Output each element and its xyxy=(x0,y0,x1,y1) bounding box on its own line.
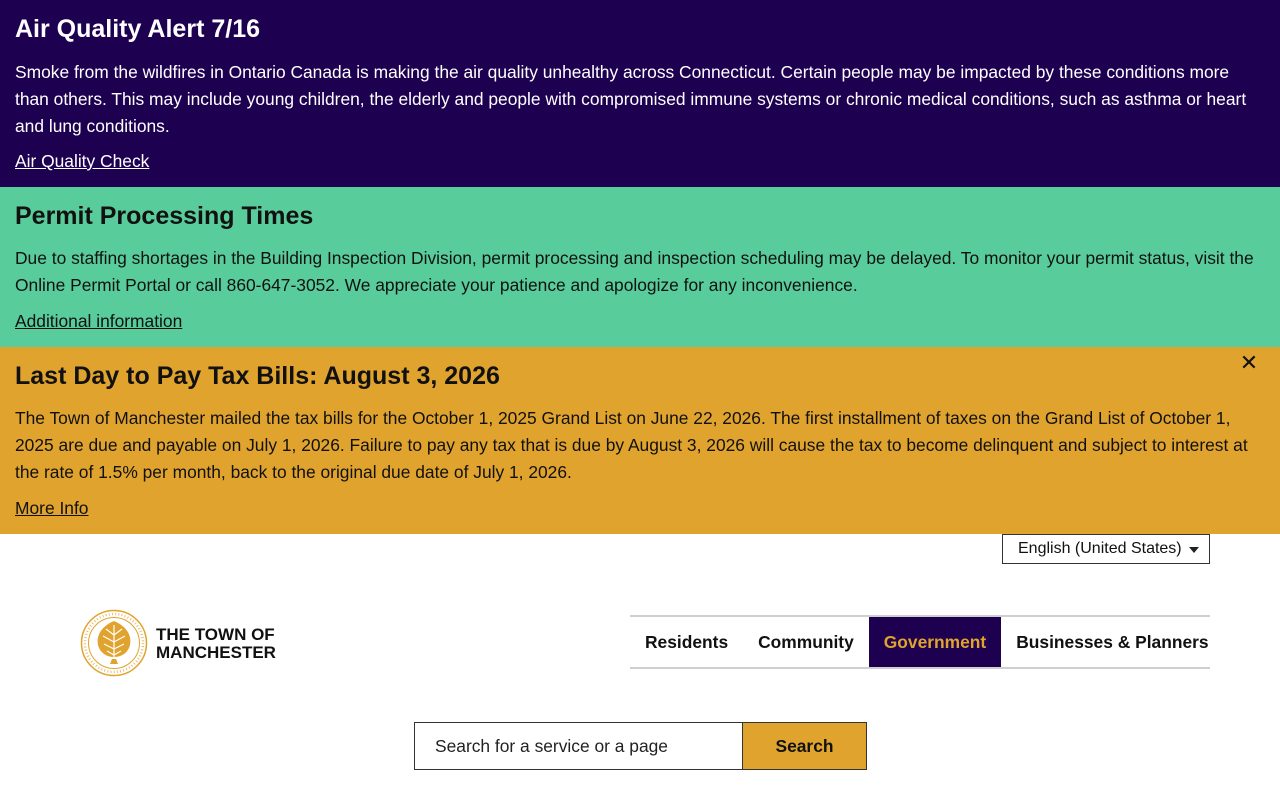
permit-processing-alert xyxy=(0,187,1280,347)
close-icon[interactable]: ✕ xyxy=(1239,350,1259,375)
air-quality-alert xyxy=(0,0,1280,187)
permit-alert-title: Permit Processing Times xyxy=(15,202,314,230)
site-search xyxy=(414,722,867,770)
air-quality-check-link[interactable]: Air Quality Check xyxy=(15,151,150,171)
search-button[interactable]: Search xyxy=(742,722,867,770)
tax-alert-body: The Town of Manchester mailed the tax bills for the October 1, 2025 Grand List on June 22, 2026. The first installment of taxes on the Grand List of October 1, 2025 are due and payable on July 1, 2026. Failure to pay any tax that is due by August 3, 2026 will cause the tax to become delinquent and subject to interest at the rate of 1.5% per month, back to the original due date of July 1, 2026. xyxy=(15,408,1248,482)
air-quality-alert-body: Smoke from the wildfires in Ontario Canada is making the air quality unhealthy across Connecticut. Certain people may be impacted by these conditions more than others. This may include young children, the elderly and people with compromised immune systems or chronic medical conditions, such as asthma or heart and lung conditions. xyxy=(15,62,1247,136)
town-seal-icon xyxy=(80,609,148,677)
main-navigation xyxy=(630,615,1210,669)
tax-bill-alert xyxy=(0,347,1280,534)
language-select[interactable] xyxy=(1002,534,1210,564)
nav-item-community[interactable]: Community xyxy=(758,632,854,652)
logo-text: THE TOWN OF MANCHESTER xyxy=(156,625,276,662)
additional-information-link[interactable]: Additional information xyxy=(15,311,183,331)
nav-item-businesses-planners[interactable]: Businesses & Planners xyxy=(1016,632,1209,652)
search-input[interactable] xyxy=(414,722,743,770)
nav-item-government[interactable]: Government xyxy=(869,617,1001,667)
tax-alert-title: Last Day to Pay Tax Bills: August 3, 2026 xyxy=(15,362,500,390)
permit-alert-body: Due to staffing shortages in the Building Inspection Division, permit processing and inspection scheduling may be delayed. To monitor your permit status, visit the Online Permit Portal or call 860-647-3052. We appreciate your patience and apologize for any inconvenience. xyxy=(15,248,1254,295)
air-quality-alert-title: Air Quality Alert 7/16 xyxy=(15,15,260,43)
nav-item-residents[interactable]: Residents xyxy=(645,632,729,652)
caret-down-icon xyxy=(1189,547,1199,553)
more-info-link[interactable]: More Info xyxy=(15,498,89,518)
language-select-value: English (United States) xyxy=(1018,540,1182,557)
town-logo[interactable] xyxy=(80,609,290,679)
